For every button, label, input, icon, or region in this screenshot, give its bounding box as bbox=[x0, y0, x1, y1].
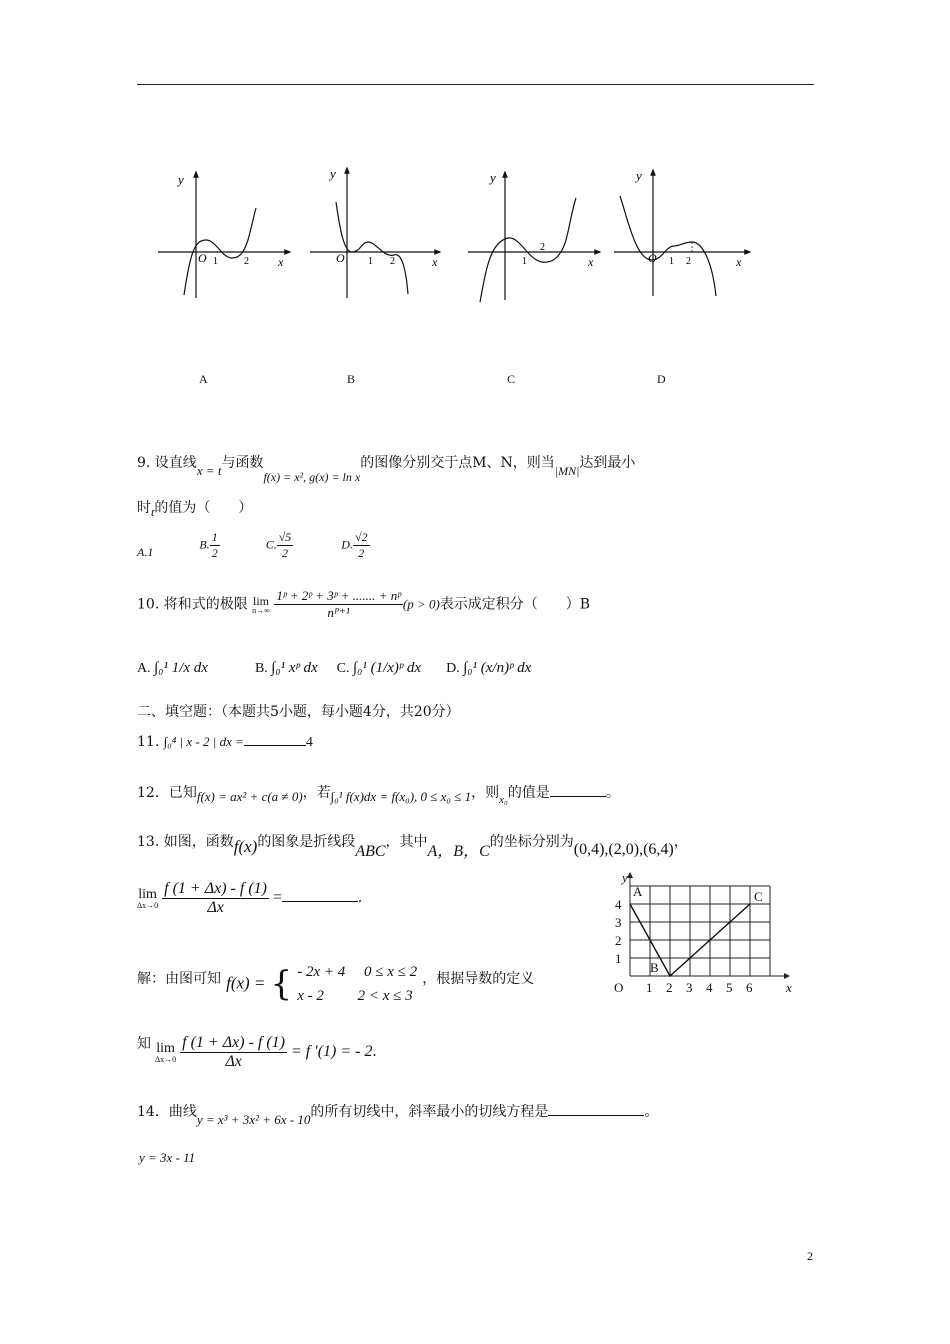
q14-answer: y = 3x - 11 bbox=[139, 1150, 196, 1165]
page-number: 2 bbox=[807, 1249, 813, 1263]
q11: 11. ∫₀⁴ | x - 2 | dx = 4 bbox=[137, 734, 313, 750]
q11-expr: ∫₀⁴ | x - 2 | dx = bbox=[163, 734, 244, 749]
tick-label: 2 bbox=[244, 256, 249, 267]
q12: 12．已知f(x) = ax² + c(a ≠ 0)，若∫₀¹ f(x)dx = f(x₀), 0 ≤ x₀ ≤ 1，则$_{x_0}$的值是 。 bbox=[137, 785, 620, 806]
x-tick-label: 1 bbox=[646, 980, 653, 995]
y-axis-label: y bbox=[178, 172, 184, 187]
y-axis-label: y bbox=[622, 870, 628, 885]
x-axis-arrow bbox=[784, 973, 790, 979]
origin-label: O bbox=[614, 980, 624, 995]
origin-label: O bbox=[648, 251, 657, 265]
x-axis-label: x bbox=[432, 255, 438, 269]
option-a-letter: A bbox=[199, 372, 208, 386]
y-tick-label: 4 bbox=[615, 897, 622, 912]
q13-derivative: 知 lim Δx→0 $\frac{f (1 + \Delta x) - f (1)}{\Delta x}$ = f ′(1) = - 2. bbox=[137, 1034, 377, 1070]
point-label-c: C bbox=[754, 889, 763, 904]
q13-case-1: - 2x + 4 0 ≤ x ≤ 2 bbox=[297, 964, 418, 980]
header-rule bbox=[137, 84, 814, 85]
tick-label: 1 bbox=[213, 256, 218, 267]
q9-options: A.1 B. $\frac{1}{2}$ C. $\frac{√5}{2}$ D. $\frac{√2}{2}$ bbox=[137, 530, 368, 560]
graph-options-figure bbox=[150, 160, 770, 310]
x-axis-label: x bbox=[736, 255, 742, 269]
q14-expr: y = x³ + 3x² + 6x - 10 bbox=[196, 1112, 311, 1127]
q10-stem: 10. 将和式的极限 lim n→∞ $\frac{\text{1ᵖ + 2ᵖ + 3ᵖ + ....... + nᵖ}}{\text{nᴾ⁺¹}}$ (p > 0)表示成定积分（ ）B bbox=[137, 588, 591, 620]
q10-option-a: ∫₀¹ 1/x dx bbox=[154, 660, 208, 676]
q9-option-d-label: D. bbox=[341, 537, 353, 552]
graph-d bbox=[614, 168, 750, 296]
y-tick-label: 3 bbox=[615, 915, 622, 930]
q9-text: 9. 设直线 bbox=[137, 455, 197, 471]
tick-label: 2 bbox=[686, 256, 691, 267]
q10-option-d: ∫₀¹ (x/n)ᵖ dx bbox=[463, 660, 532, 676]
q9-text: 达到最小 bbox=[579, 455, 636, 471]
q9-option-a: A.1 bbox=[137, 545, 154, 560]
option-b-letter: B bbox=[347, 372, 356, 386]
graph-b bbox=[310, 166, 440, 298]
tick-label: 1 bbox=[669, 256, 674, 267]
q9-stem-line2: 时t的值为（ ） bbox=[137, 500, 253, 519]
option-c-letter: C bbox=[507, 372, 516, 386]
y-axis-arrow bbox=[627, 872, 633, 878]
y-axis-label: y bbox=[330, 166, 336, 181]
x-tick-label: 4 bbox=[706, 980, 713, 995]
q13-case-2: x - 2 2 < x ≤ 3 bbox=[297, 988, 413, 1004]
x-tick-label: 2 bbox=[666, 980, 673, 995]
q14: 14．曲线y = x³ + 3x² + 6x - 10的所有切线中，斜率最小的切线方程是 。 bbox=[137, 1104, 659, 1127]
q13-chart bbox=[612, 860, 802, 1000]
x-axis-label: x bbox=[786, 980, 792, 995]
tick-label: 1 bbox=[522, 256, 527, 267]
y-tick-label: 2 bbox=[615, 933, 622, 948]
x-tick-label: 3 bbox=[686, 980, 693, 995]
y-axis-label: y bbox=[636, 168, 642, 183]
q13-solution: 解：由图可知 f(x) = { - 2x + 4 0 ≤ x ≤ 2 x - 2 2 < x ≤ 3 ，根据导数的定义 bbox=[137, 960, 534, 1008]
point-label-b: B bbox=[650, 960, 659, 975]
q12-f-expr: f(x) = ax² + c(a ≠ 0) bbox=[196, 789, 303, 804]
tick-label: 2 bbox=[540, 242, 545, 253]
origin-label: O bbox=[198, 251, 207, 265]
q13-limit: lim Δx→0 $\frac{f (1 + \Delta x) - f (1)}{\Delta x}$ = . bbox=[137, 880, 363, 916]
q9-funcs-expr: f(x) = x², g(x) = ln x bbox=[263, 470, 361, 484]
x-tick-label: 5 bbox=[726, 980, 733, 995]
y-axis-label: y bbox=[490, 170, 496, 185]
x-axis-label: x bbox=[278, 255, 284, 269]
q12-int-expr: ∫₀¹ f(x)dx = f(x₀), 0 ≤ x₀ ≤ 1 bbox=[330, 789, 472, 804]
x-tick-label: 6 bbox=[746, 980, 753, 995]
q9-mn-expr: |MN| bbox=[554, 464, 580, 478]
q9-text: 与函数 bbox=[221, 455, 264, 471]
graph-c bbox=[468, 170, 600, 302]
q9-line-expr: x = t bbox=[196, 463, 222, 478]
q9-option-c-label: C. bbox=[265, 537, 277, 552]
q11-answer: 4 bbox=[305, 735, 313, 750]
tick-label: 2 bbox=[390, 256, 395, 267]
q13-stem: 13. 如图，函数f(x)的图象是折线段ABC，其中A，B，C的坐标分别为(0,4),(2,0),(6,4)， bbox=[137, 834, 688, 860]
section-heading: 二、填空题：（本题共5小题，每小题4分，共20分） bbox=[137, 704, 460, 720]
x-axis-label: x bbox=[588, 255, 594, 269]
y-tick-label: 1 bbox=[615, 951, 622, 966]
option-d-letter: D bbox=[657, 372, 666, 386]
q9-text: 的图像分别交于点M、N，则当 bbox=[360, 455, 555, 471]
q9-stem-line1 bbox=[137, 452, 636, 484]
point-label-a: A bbox=[633, 884, 643, 899]
origin-label: O bbox=[336, 251, 345, 265]
q10-option-b: ∫₀¹ xᵖ dx bbox=[271, 660, 318, 676]
q10-option-c: ∫₀¹ (1/x)ᵖ dx bbox=[353, 660, 422, 676]
q9-option-b-label: B. bbox=[199, 537, 210, 552]
tick-label: 1 bbox=[368, 256, 373, 267]
q10-options: A. ∫₀¹ 1/x dx B. ∫₀¹ xᵖ dx C. ∫₀¹ (1/x)ᵖ dx D. ∫₀¹ (x/n)ᵖ dx bbox=[137, 660, 532, 676]
graph-a bbox=[158, 172, 290, 298]
